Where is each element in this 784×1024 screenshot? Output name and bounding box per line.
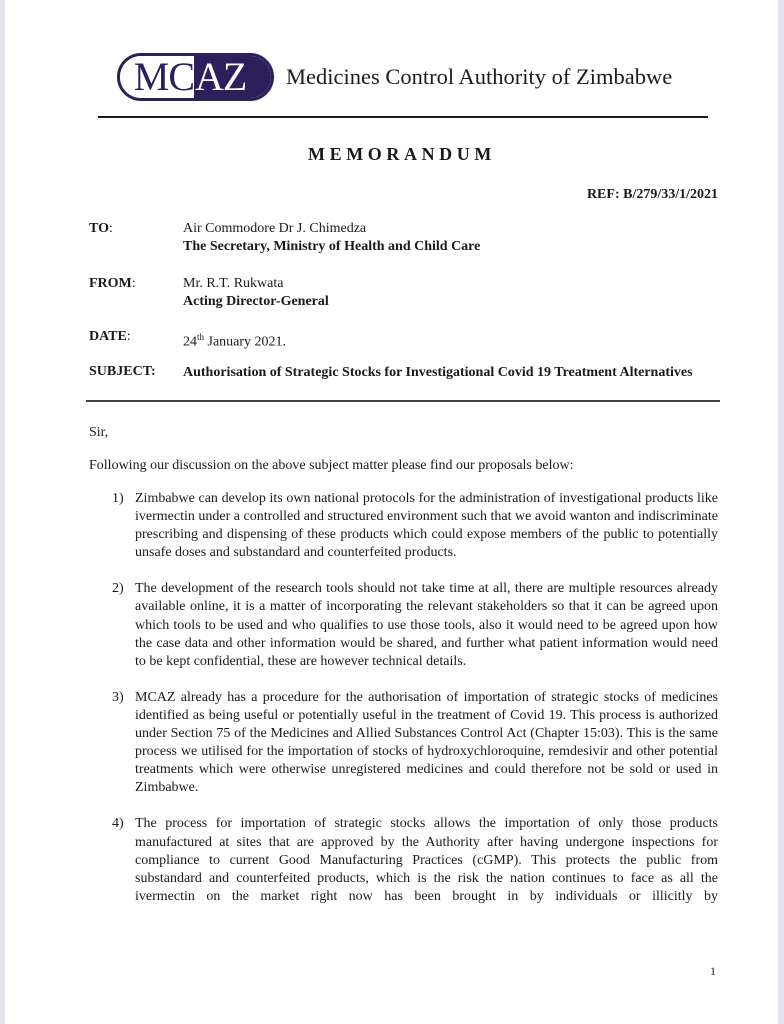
recipient-title: The Secretary, Ministry of Health and Child Care: [183, 239, 481, 254]
proposals-list: [112, 490, 718, 924]
proposal-text: MCAZ already has a procedure for the authorisation of importation of strategic stocks of medicines identified as being useful or potentially useful in the treatment of Covid 19. This process is authorized under Section 75 of the Medicines and Allied Substances Control Act (Chapter 15:03). This is the same process we utilised for the importation of stocks of hydroxychloroquine, remdesivir and other potential treatments which were otherwise unregistered medicines and could therefore not be sold or used in Zimbabwe.: [135, 689, 718, 796]
field-date-label: DATE:: [89, 329, 131, 344]
salutation: Sir,: [89, 425, 109, 440]
proposal-number: 1): [112, 491, 124, 506]
sender-name: Mr. R.T. Rukwata: [183, 276, 284, 291]
proposal-text: Zimbabwe can develop its own national protocols for the administration of investigational products like ivermectin under a controlled and structured environment such that we avoid wanton and indiscriminate prescribing and dispensing of these products which could expose members of the public to potentially unsafe doses and substandard and counterfeited products.: [135, 491, 718, 561]
page-number: 1: [710, 964, 716, 978]
field-subject-label: SUBJECT:: [89, 364, 156, 379]
subject-divider: [86, 400, 720, 402]
recipient-name: Air Commodore Dr J. Chimedza: [183, 221, 367, 236]
sender-title: Acting Director-General: [183, 294, 329, 309]
field-to-value: [183, 220, 480, 256]
proposal-item: [112, 490, 718, 562]
proposal-item: [112, 815, 718, 905]
field-subject-value: Authorisation of Strategic Stocks for Investigational Covid 19 Treatment Alternatives: [183, 365, 693, 380]
logo-text-left: MC: [120, 56, 194, 98]
intro-paragraph: Following our discussion on the above subject matter please find our proposals below:: [89, 458, 574, 473]
proposal-number: 2): [112, 581, 124, 597]
proposal-text: The development of the research tools should not take time at all, there are multiple resources already available online, it is a matter of incorporating the relevant stakeholders so that it can be agreed upon which tools to be used and who qualifies to use those tools, also it would need to be agreed upon how the case data and other information would be shared, and further what patient information would need to be kept confidential, these are however technical details.: [135, 581, 718, 669]
proposal-item: [112, 580, 718, 670]
proposal-number: 3): [112, 689, 124, 705]
organization-name: Medicines Control Authority of Zimbabwe: [286, 64, 673, 89]
date-day-suffix: th: [197, 332, 205, 342]
date-day: 24: [183, 334, 197, 350]
proposal-item: [112, 689, 718, 798]
field-date-value: [183, 328, 286, 352]
field-to-label: TO:: [89, 221, 113, 236]
proposal-text: The process for importation of strategic stocks allows the importation of only those products manufactured at sites that are approved by the Authority after having undergone inspections for compliance to current Good Manufacturing Practices (cGMP). This protects the public from substandard and counterfeited products, which is the risk the nation continues to face as all the ivermectin on the market right now has been brought in by individuals or illicitly by: [135, 816, 718, 904]
header-divider: [98, 116, 708, 118]
letterhead: [117, 52, 672, 102]
reference-number: REF: B/279/33/1/2021: [586, 187, 718, 202]
logo-text-right: AZ: [194, 56, 271, 98]
field-from-label: FROM:: [89, 276, 136, 291]
date-rest: January 2021.: [204, 334, 287, 350]
mcaz-logo: [117, 53, 274, 101]
field-from-value: [183, 275, 329, 311]
memo-title: MEMORANDUM: [308, 144, 496, 164]
proposal-number: 4): [112, 816, 124, 832]
